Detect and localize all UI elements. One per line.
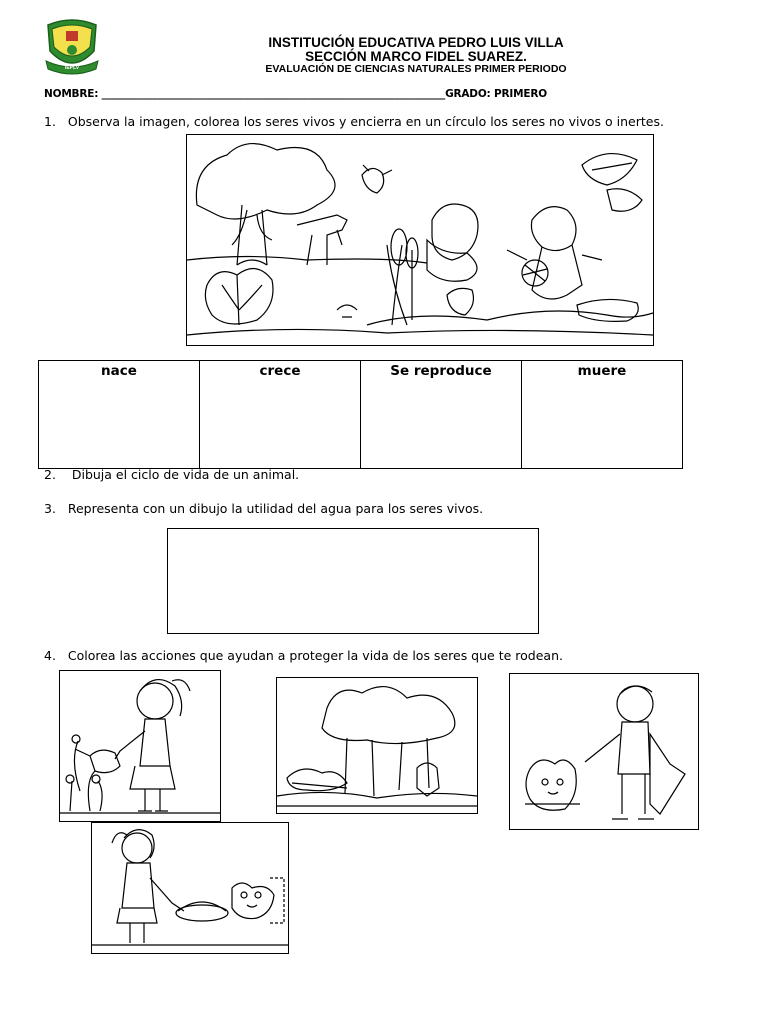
table-header-muere: muere bbox=[522, 361, 683, 469]
question-text: Dibuja el ciclo de vida de un animal. bbox=[71, 467, 300, 482]
question-2 bbox=[44, 467, 299, 482]
forest-illustration bbox=[276, 677, 478, 814]
girl-watering-plants-illustration bbox=[59, 670, 221, 822]
girl-feeding-dog-illustration bbox=[91, 822, 289, 954]
question-3 bbox=[44, 501, 483, 516]
question-text: Observa la imagen, colorea los seres vivos y encierra en un círculo los seres no vivos o inertes. bbox=[67, 114, 664, 129]
drawing-answer-box[interactable] bbox=[167, 528, 539, 634]
name-grade-line: NOMBRE: ____________________________________________________________________GRADO: PRIMERO bbox=[44, 88, 547, 100]
question-number: 3. bbox=[44, 501, 56, 516]
question-4 bbox=[44, 648, 563, 663]
section-name: SECCIÓN MARCO FIDEL SUAREZ. bbox=[305, 49, 527, 64]
question-number: 4. bbox=[44, 648, 56, 663]
table-header-nace: nace bbox=[39, 361, 200, 469]
table-header-crece: crece bbox=[200, 361, 361, 469]
table-header-se-reproduce: Se reproduce bbox=[361, 361, 522, 469]
question-number: 1. bbox=[44, 114, 56, 129]
school-name: INSTITUCIÓN EDUCATIVA PEDRO LUIS VILLA bbox=[268, 35, 564, 50]
svg-text:IEPLV: IEPLV bbox=[64, 65, 80, 71]
boy-with-pet-illustration bbox=[509, 673, 699, 830]
life-cycle-table bbox=[38, 360, 683, 469]
question-1 bbox=[44, 114, 664, 129]
question-number: 2. bbox=[44, 467, 56, 482]
question-text: Colorea las acciones que ayudan a proteger la vida de los seres que te rodean. bbox=[67, 648, 563, 663]
nature-scene-illustration bbox=[186, 134, 654, 346]
question-text: Representa con un dibujo la utilidad del agua para los seres vivos. bbox=[67, 501, 484, 516]
exam-title: EVALUACIÓN DE CIENCIAS NATURALES PRIMER PERIODO bbox=[265, 63, 567, 75]
